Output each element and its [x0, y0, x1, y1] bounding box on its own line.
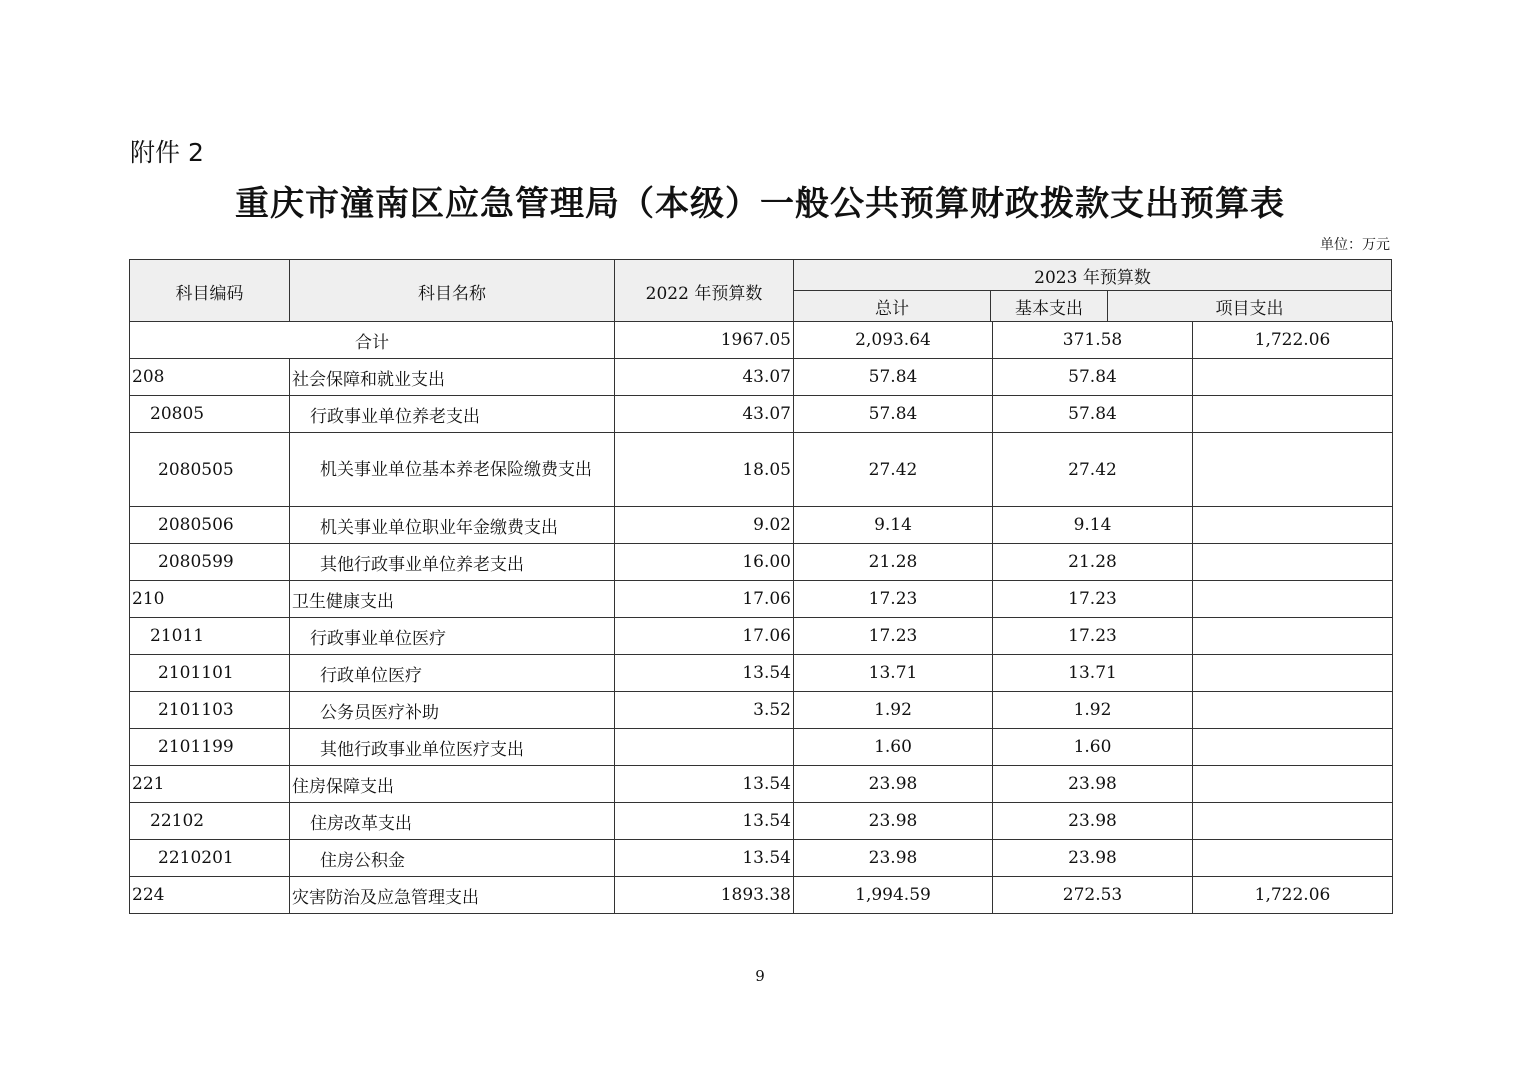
row-name: 住房保障支出: [290, 766, 615, 803]
row-code: 210: [130, 581, 290, 618]
row-b2022: 18.05: [615, 433, 794, 507]
row-name: 行政单位医疗: [290, 655, 615, 692]
row-basic: 23.98: [993, 766, 1193, 803]
row-total: 23.98: [794, 840, 993, 877]
row-code: 224: [130, 877, 290, 914]
table-row: [130, 803, 1393, 840]
row-code: 221: [130, 766, 290, 803]
row-code: 208: [130, 359, 290, 396]
row-b2022: 13.54: [615, 840, 794, 877]
row-basic: 23.98: [993, 803, 1193, 840]
row-code: 2101103: [130, 692, 290, 729]
table-row: [130, 655, 1393, 692]
row-b2022: 17.06: [615, 581, 794, 618]
header-basic: 基本支出: [990, 290, 1107, 322]
row-name: 机关事业单位职业年金缴费支出: [290, 507, 615, 544]
row-basic: 27.42: [993, 433, 1193, 507]
header-name: 科目名称: [289, 259, 614, 322]
row-total: 57.84: [794, 396, 993, 433]
row-code: 2101199: [130, 729, 290, 766]
header-project: 项目支出: [1107, 290, 1392, 322]
row-project: 1,722.06: [1193, 877, 1393, 914]
row-total: 1.60: [794, 729, 993, 766]
summary-total: 2,093.64: [794, 322, 993, 359]
row-name: 灾害防治及应急管理支出: [290, 877, 615, 914]
row-code: 2101101: [130, 655, 290, 692]
header-code: 科目编码: [129, 259, 289, 322]
summary-b2022: 1967.05: [615, 322, 794, 359]
row-total: 1,994.59: [794, 877, 993, 914]
row-project: [1193, 544, 1393, 581]
row-code: 20805: [130, 396, 290, 433]
row-project: [1193, 396, 1393, 433]
row-b2022: 13.54: [615, 655, 794, 692]
row-code: 21011: [130, 618, 290, 655]
row-total: 27.42: [794, 433, 993, 507]
row-code: 2210201: [130, 840, 290, 877]
row-b2022: 43.07: [615, 396, 794, 433]
row-name: 行政事业单位医疗: [290, 618, 615, 655]
row-name: 机关事业单位基本养老保险缴费支出: [290, 433, 615, 507]
unit-label: 单位：万元: [1320, 237, 1390, 253]
row-total: 17.23: [794, 618, 993, 655]
table-row: [130, 877, 1393, 914]
row-name: 社会保障和就业支出: [290, 359, 615, 396]
row-code: 2080506: [130, 507, 290, 544]
row-basic: 272.53: [993, 877, 1193, 914]
row-project: [1193, 359, 1393, 396]
row-basic: 1.60: [993, 729, 1193, 766]
row-project: [1193, 803, 1393, 840]
table-row: [130, 581, 1393, 618]
row-total: 21.28: [794, 544, 993, 581]
row-name: 行政事业单位养老支出: [290, 396, 615, 433]
row-total: 57.84: [794, 359, 993, 396]
table-row: [130, 729, 1393, 766]
row-b2022: 1893.38: [615, 877, 794, 914]
row-project: [1193, 655, 1393, 692]
row-total: 17.23: [794, 581, 993, 618]
row-project: [1193, 581, 1393, 618]
page-title: 重庆市潼南区应急管理局（本级）一般公共预算财政拨款支出预算表: [235, 184, 1285, 224]
table-row: [130, 618, 1393, 655]
row-name: 住房公积金: [290, 840, 615, 877]
row-name: 公务员医疗补助: [290, 692, 615, 729]
row-project: [1193, 618, 1393, 655]
row-name: 卫生健康支出: [290, 581, 615, 618]
table-row: [130, 766, 1393, 803]
attachment-label: 附件 2: [130, 138, 204, 167]
row-project: [1193, 507, 1393, 544]
table-row: [130, 840, 1393, 877]
row-code: 2080599: [130, 544, 290, 581]
header-budget-2023: 2023 年预算数: [793, 259, 1392, 290]
row-total: 23.98: [794, 766, 993, 803]
row-b2022: 3.52: [615, 692, 794, 729]
row-basic: 17.23: [993, 618, 1193, 655]
row-name: 其他行政事业单位养老支出: [290, 544, 615, 581]
row-b2022: 16.00: [615, 544, 794, 581]
table-row: [130, 544, 1393, 581]
row-basic: 57.84: [993, 359, 1193, 396]
row-basic: 23.98: [993, 840, 1193, 877]
row-project: [1193, 766, 1393, 803]
header-total: 总计: [793, 290, 990, 322]
row-total: 1.92: [794, 692, 993, 729]
row-b2022: 13.54: [615, 766, 794, 803]
table-row: [130, 507, 1393, 544]
row-total: 13.71: [794, 655, 993, 692]
row-b2022: 17.06: [615, 618, 794, 655]
row-code: 2080505: [130, 433, 290, 507]
row-name: 其他行政事业单位医疗支出: [290, 729, 615, 766]
row-b2022: 43.07: [615, 359, 794, 396]
row-b2022: 9.02: [615, 507, 794, 544]
row-project: [1193, 840, 1393, 877]
row-project: [1193, 692, 1393, 729]
row-basic: 17.23: [993, 581, 1193, 618]
row-basic: 1.92: [993, 692, 1193, 729]
budget-table: [129, 321, 1393, 914]
row-code: 22102: [130, 803, 290, 840]
summary-basic: 371.58: [993, 322, 1193, 359]
summary-row: [130, 322, 1393, 359]
row-basic: 21.28: [993, 544, 1193, 581]
row-total: 23.98: [794, 803, 993, 840]
table-row: [130, 692, 1393, 729]
page-number: 9: [755, 967, 765, 985]
row-b2022: [615, 729, 794, 766]
row-basic: 9.14: [993, 507, 1193, 544]
header-budget-2022: 2022 年预算数: [614, 259, 793, 322]
row-total: 9.14: [794, 507, 993, 544]
summary-label: 合计: [130, 322, 615, 359]
row-project: [1193, 433, 1393, 507]
table-row: [130, 359, 1393, 396]
row-basic: 13.71: [993, 655, 1193, 692]
table-row: [130, 396, 1393, 433]
row-basic: 57.84: [993, 396, 1193, 433]
row-project: [1193, 729, 1393, 766]
row-b2022: 13.54: [615, 803, 794, 840]
row-name: 住房改革支出: [290, 803, 615, 840]
summary-project: 1,722.06: [1193, 322, 1393, 359]
table-row: [130, 433, 1393, 507]
